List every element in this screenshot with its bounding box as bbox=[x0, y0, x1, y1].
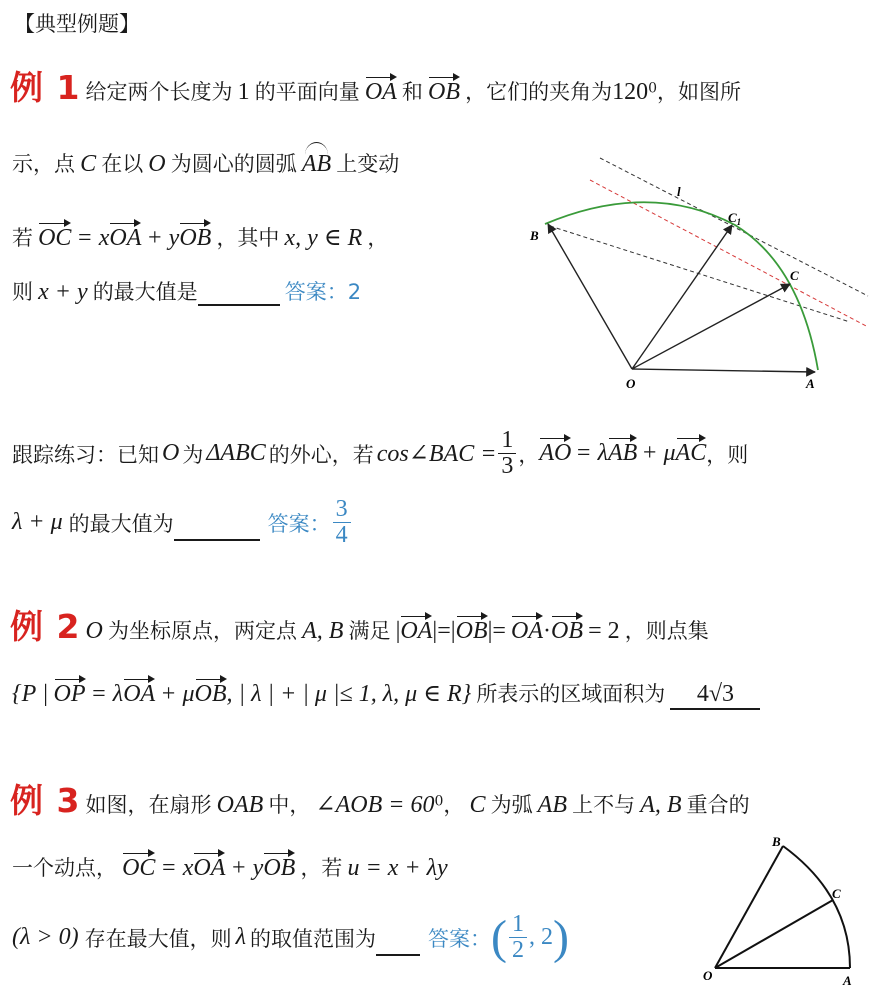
section-header: 【典型例题】 bbox=[14, 12, 140, 36]
text: 一个动点， bbox=[12, 856, 117, 880]
math: | bbox=[395, 618, 401, 644]
math: + y bbox=[230, 855, 264, 881]
text: 的最大值为 bbox=[68, 511, 174, 536]
text: 在以 bbox=[101, 152, 144, 176]
answer-label: 答案： bbox=[267, 511, 331, 536]
example-3-line-2 bbox=[12, 852, 448, 882]
text: 若 bbox=[12, 226, 33, 250]
text: 和 bbox=[401, 80, 423, 104]
example-3-line-1 bbox=[10, 775, 750, 822]
text: ， bbox=[518, 442, 540, 467]
math: x + y bbox=[38, 279, 88, 305]
math: λ bbox=[235, 924, 246, 951]
math: ∠AOB = 60 bbox=[315, 792, 435, 818]
frac-num: 1 bbox=[509, 912, 527, 938]
text: 则 bbox=[12, 280, 33, 304]
answer-blank bbox=[174, 517, 260, 541]
frac-num: 3 bbox=[333, 497, 351, 523]
paren-left: ( bbox=[490, 910, 507, 964]
text: 满足 bbox=[348, 619, 391, 643]
text: 的平面向量 bbox=[254, 80, 360, 104]
vector-ac: AC bbox=[675, 440, 707, 467]
vector-oc: OC bbox=[38, 225, 72, 251]
math: A, B bbox=[302, 618, 344, 644]
answer-label: 答案： bbox=[427, 926, 491, 951]
track-line-1 bbox=[12, 428, 748, 479]
vector-oa: OA bbox=[364, 79, 397, 105]
vector-ob: OB bbox=[428, 79, 461, 105]
text: 如图，在扇形 bbox=[85, 793, 212, 817]
answer-fraction bbox=[509, 912, 527, 963]
vector-op: OP bbox=[53, 681, 86, 707]
math: λ + μ bbox=[12, 509, 63, 536]
vector-oa: OA bbox=[400, 618, 433, 644]
math: C bbox=[469, 792, 486, 818]
vector-ob: OB bbox=[551, 618, 583, 644]
frac-den: 4 bbox=[335, 522, 348, 549]
dashed-line-l-top bbox=[600, 158, 868, 296]
label-l: l bbox=[677, 184, 681, 199]
text: 为弧 bbox=[490, 793, 533, 817]
math: ΔABC bbox=[206, 440, 266, 467]
text: ，则 bbox=[706, 442, 749, 467]
answer-value: 4√3 bbox=[670, 681, 760, 710]
sector-arc bbox=[783, 846, 850, 968]
answer-blank bbox=[376, 932, 420, 956]
answer-blank bbox=[198, 282, 280, 306]
vector-ob: OB bbox=[455, 618, 488, 644]
text: 的最大值是 bbox=[92, 280, 198, 304]
vector-ob: OB bbox=[179, 225, 212, 251]
text: 的外心，若 bbox=[268, 442, 374, 467]
math: AB bbox=[537, 792, 567, 818]
example-1-line-3 bbox=[12, 222, 388, 252]
math: u = x + λy bbox=[347, 855, 448, 881]
text: ， bbox=[443, 793, 465, 817]
text: 所表示的区域面积为 bbox=[476, 682, 666, 706]
math: + y bbox=[146, 225, 180, 251]
label-b: B bbox=[772, 834, 781, 849]
label-a: A bbox=[843, 973, 852, 988]
text: ，如图所 bbox=[657, 80, 742, 104]
track-line-2 bbox=[12, 497, 353, 548]
vector-oa-figure bbox=[632, 369, 815, 372]
vector-oa: OA bbox=[123, 681, 156, 707]
label-b: B bbox=[530, 228, 539, 243]
example-1-line-1 bbox=[10, 62, 741, 109]
math: = 2 bbox=[588, 618, 620, 644]
math: |= bbox=[487, 618, 506, 644]
example-1-line-2 bbox=[12, 148, 399, 178]
math: A, B bbox=[640, 792, 682, 818]
math: = x bbox=[160, 855, 194, 881]
label-o: O bbox=[703, 968, 713, 983]
text: 上变动 bbox=[336, 152, 400, 176]
text: 示，点 bbox=[12, 152, 75, 176]
text: ，则点集 bbox=[624, 619, 709, 643]
vector-ob: OB bbox=[194, 681, 227, 707]
vector-ao: AO bbox=[539, 440, 572, 467]
text: ，其中 bbox=[216, 226, 280, 250]
math: 1 bbox=[237, 79, 250, 105]
frac-num: 1 bbox=[498, 428, 516, 454]
label-o: O bbox=[626, 376, 636, 391]
vector-ab: AB bbox=[607, 440, 638, 467]
example-1-tag: 例 1 bbox=[10, 68, 81, 107]
math: = λ bbox=[575, 440, 608, 467]
math: (λ > 0) bbox=[12, 924, 79, 951]
example-2-line-2 bbox=[12, 678, 760, 710]
answer-interval bbox=[491, 912, 569, 963]
text: 存在最大值，则 bbox=[84, 926, 232, 951]
figure-1 bbox=[520, 150, 890, 400]
figure-3 bbox=[700, 830, 870, 990]
math: x, y ∈ R bbox=[284, 225, 363, 251]
text: 为 bbox=[182, 442, 204, 467]
label-c1: $C_1$ bbox=[728, 210, 742, 227]
math: {P | bbox=[12, 681, 49, 707]
math: = λ bbox=[90, 681, 124, 707]
math: · bbox=[543, 618, 551, 644]
example-2-tag: 例 2 bbox=[10, 607, 81, 646]
math: , 2 bbox=[528, 924, 553, 951]
math: + μ bbox=[641, 440, 676, 467]
angle-value: 120 bbox=[612, 79, 649, 105]
vector-oa: OA bbox=[511, 618, 543, 644]
text: ，若 bbox=[300, 856, 343, 880]
text: 跟踪练习：已知 bbox=[12, 442, 159, 467]
text: 的取值范围为 bbox=[249, 926, 376, 951]
radius-ob bbox=[715, 846, 783, 968]
vector-oc-figure bbox=[632, 284, 790, 369]
vector-ob: OB bbox=[263, 855, 296, 881]
math: |=| bbox=[432, 618, 456, 644]
math: O bbox=[162, 440, 180, 467]
example-3-line-3 bbox=[12, 912, 569, 963]
math: + μ bbox=[160, 681, 195, 707]
text: ， bbox=[367, 226, 389, 250]
answer-value: 2 bbox=[347, 280, 362, 304]
vector-oc: OC bbox=[122, 855, 156, 881]
math: , | λ | + | μ |≤ 1, λ, μ ∈ R} bbox=[226, 681, 472, 707]
radius-oc bbox=[715, 900, 833, 968]
text: 中， bbox=[268, 793, 311, 817]
text: 重合的 bbox=[686, 793, 750, 817]
math: = x bbox=[76, 225, 110, 251]
fraction-one-third bbox=[498, 428, 516, 479]
example-2-line-1 bbox=[10, 601, 709, 648]
vector-oc1-figure bbox=[632, 225, 732, 369]
math: cos∠BAC = bbox=[376, 441, 497, 468]
label-c: C bbox=[832, 886, 841, 901]
text: ，它们的夹角为 bbox=[465, 80, 613, 104]
vector-ob-figure bbox=[548, 224, 632, 369]
arc-ab: AB bbox=[301, 151, 332, 177]
math: OAB bbox=[216, 792, 264, 818]
text: 给定两个长度为 bbox=[85, 80, 233, 104]
arc-ab-figure bbox=[545, 202, 818, 370]
vector-oa: OA bbox=[109, 225, 142, 251]
example-3-tag: 例 3 bbox=[10, 781, 81, 820]
math: C bbox=[80, 151, 97, 177]
text: 上不与 bbox=[572, 793, 636, 817]
text: 为坐标原点，两定点 bbox=[107, 619, 297, 643]
vector-oa: OA bbox=[193, 855, 226, 881]
degree-sup: 0 bbox=[434, 793, 444, 810]
label-a: A bbox=[806, 376, 815, 391]
answer-fraction bbox=[333, 497, 351, 548]
math: O bbox=[85, 618, 103, 644]
paren-right: ) bbox=[552, 910, 569, 964]
degree-sup: 0 bbox=[648, 80, 658, 97]
text: 为圆心的圆弧 bbox=[170, 152, 297, 176]
label-c: C bbox=[790, 268, 799, 283]
frac-den: 3 bbox=[501, 453, 514, 480]
answer-label: 答案： bbox=[284, 280, 348, 304]
example-1-line-4 bbox=[12, 276, 361, 306]
math: O bbox=[148, 151, 166, 177]
frac-den: 2 bbox=[511, 937, 524, 964]
dashed-line-c bbox=[550, 226, 850, 322]
